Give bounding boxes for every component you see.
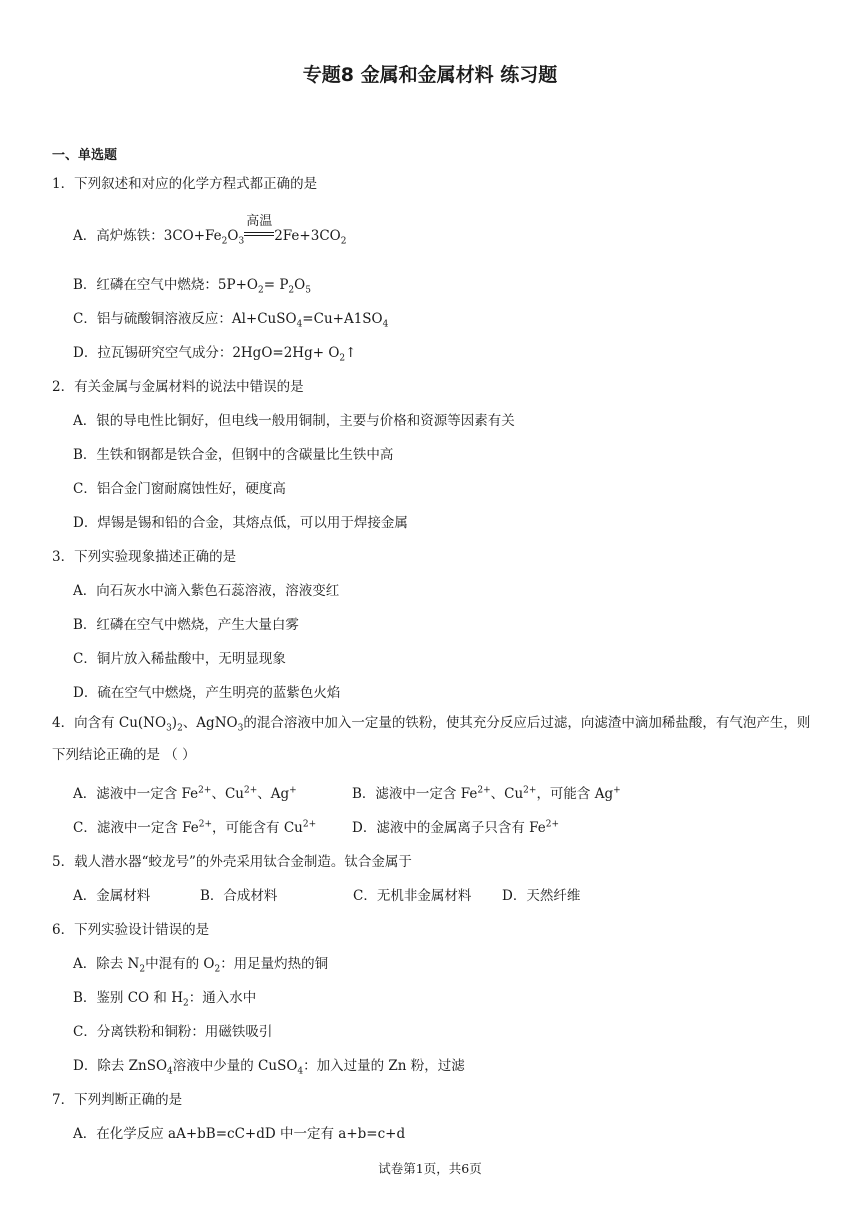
question-4-option-c: C．滤液中一定含 $Fe^{2+}$，可能含有 $Cu^{2+}$ [73, 819, 317, 836]
question-2-option-d: D．焊锡是锡和铅的合金，其熔点低，可以用于焊接金属 [73, 515, 408, 531]
question-1-option-a: A．高炉炼铁：$3CO+Fe_2O_3$ 高温 $2Fe+3CO_2$ [73, 224, 346, 247]
reaction-condition-mark [244, 214, 274, 240]
question-5-stem: 5．载人潜水器“蛟龙号”的外壳采用钛合金制造。钛合金属于 [52, 854, 412, 870]
question-2-stem: 2．有关金属与金属材料的说法中错误的是 [52, 379, 304, 395]
question-2-option-b: B．生铁和钢都是铁合金，但钢中的含碳量比生铁中高 [73, 447, 394, 463]
question-4-option-d: D．滤液中的金属离子只含有 $Fe^{2+}$ [352, 819, 560, 836]
question-6-option-b: B．鉴别 CO 和 $H_2$：通入水中 [73, 990, 257, 1009]
question-4-option-a: A．滤液中一定含 $Fe^{2+}$、$Cu^{2+}$、Ag+ [73, 785, 297, 802]
question-1-option-b: B．红磷在空气中燃烧：$5P+O_2= P_2O_5$ [73, 277, 311, 296]
question-6-option-c: C．分离铁粉和铜粉：用磁铁吸引 [73, 1024, 273, 1040]
question-5-option-d: D．天然纤维 [502, 888, 581, 904]
page-footer: 试卷第1页，共6页 [378, 1161, 482, 1176]
question-1-option-d: D．拉瓦锡研究空气成分：$2HgO=2Hg+ O_2↑$ [73, 345, 357, 364]
question-7-option-a: A．在化学反应 aA+bB=cC+dD 中一定有 a+b=c+d [73, 1126, 406, 1142]
question-6-stem: 6．下列实验设计错误的是 [52, 922, 210, 938]
question-5-option-a: A．金属材料 [73, 888, 151, 904]
question-2-option-a: A．银的导电性比铜好，但电线一般用铜制，主要与价格和资源等因素有关 [73, 413, 515, 429]
question-1-stem: 1．下列叙述和对应的化学方程式都正确的是 [52, 176, 318, 192]
page-title: 专题8 金属和金属材料 练习题 [302, 64, 558, 86]
question-3-stem: 3．下列实验现象描述正确的是 [52, 549, 237, 565]
question-5-option-c: C．无机非金属材料 [353, 888, 472, 904]
question-3-option-b: B．红磷在空气中燃烧，产生大量白雾 [73, 617, 299, 633]
question-7-stem: 7．下列判断正确的是 [52, 1092, 183, 1108]
question-6-option-d: D．除去 ZnSO$_4$溶液中少量的 CuSO$_4$：加入过量的 Zn 粉，过滤 [73, 1058, 465, 1077]
question-3-option-a: A．向石灰水中滴入紫色石蕊溶液，溶液变红 [73, 583, 340, 599]
question-2-option-c: C．铝合金门窗耐腐蚀性好，硬度高 [73, 481, 286, 497]
question-5-option-b: B．合成材料 [200, 888, 278, 904]
question-6-option-a: A．除去 $N_2$中混有的 $O_2$：用足量灼热的铜 [73, 956, 329, 975]
section-heading: 一、单选题 [52, 148, 118, 163]
reaction-condition-label: 高温 [246, 214, 273, 229]
question-3-option-c: C．铜片放入稀盐酸中，无明显现象 [73, 651, 286, 667]
question-4-stem: 4．向含有 $Cu(NO_3)_2$、AgNO$_3$的混合溶液中加入一定量的铁粉，使其充分反应后过滤，向滤渣中滴加稀盐酸，有气泡产生，则下列结论正确的是 （ ） [52, 715, 811, 763]
question-3-option-d: D．硫在空气中燃烧，产生明亮的蓝紫色火焰 [73, 685, 341, 701]
question-1-option-c: C．铝与硫酸铜溶液反应：$Al+CuSO_4=Cu+A1SO_4$ [73, 311, 389, 330]
question-4-option-b: B．滤液中一定含 $Fe^{2+}$、$Cu^{2+}$，可能含 Ag+ [352, 785, 621, 802]
